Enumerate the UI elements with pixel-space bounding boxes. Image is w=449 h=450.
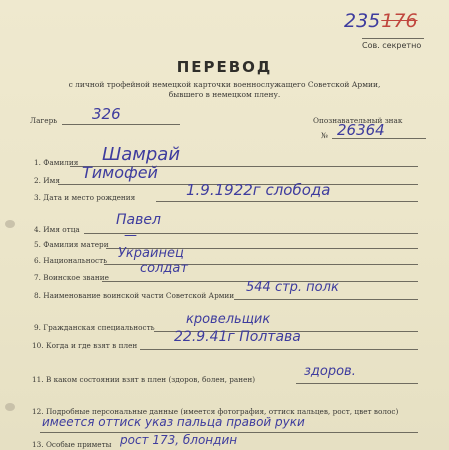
field-8-number: 8.: [34, 291, 41, 300]
camp-label: Лагерь: [30, 116, 58, 125]
field-12-text: Подробные персональные данные (имеется фотография, оттиск пальцев, рост, цвет волос): [45, 407, 399, 416]
field-5-label: [34, 240, 109, 249]
number-underline: [362, 38, 424, 39]
field-7-label: [34, 273, 109, 282]
field-9-number: 9.: [34, 323, 41, 332]
field-3-text: Дата и место рождения: [43, 193, 136, 202]
subtitle-line-1: с личной трофейной немецкой карточки военнослужащего Советской Армии,: [68, 80, 381, 89]
tag-line: [332, 138, 426, 139]
field-12-number: 12.: [32, 407, 44, 416]
nationality-value: Украинец: [118, 246, 184, 261]
field-7-text: Воинское звание: [43, 273, 109, 282]
unit-value: 544 стр. полк: [246, 280, 339, 295]
field-3-label: [34, 193, 135, 202]
field-4-text: Имя отца: [43, 225, 80, 234]
father-name-value: Павел: [116, 212, 161, 228]
field-8-line: [234, 299, 418, 300]
field-13-number: 13.: [32, 440, 44, 449]
field-11-text: В каком состоянии взят в плен (здоров, болен, ранен): [45, 375, 256, 384]
camp-line: [62, 124, 180, 125]
field-8-text: Наименование воинской части Советской Армии: [43, 291, 235, 300]
profession-value: кровельщик: [186, 312, 271, 327]
tag-prefix: №: [321, 131, 328, 140]
field-6-text: Национальность: [43, 256, 108, 265]
tag-label: Опознавательный знак: [313, 116, 403, 125]
field-8-label: [34, 291, 234, 300]
archive-number-handwritten: 235: [344, 10, 381, 32]
field-4-label: [34, 225, 80, 234]
first-name-value: Тимофей: [82, 163, 158, 182]
field-2-number: 2.: [34, 176, 41, 185]
field-7-number: 7.: [34, 273, 41, 282]
field-10-number: 10.: [32, 341, 44, 350]
birth-value: 1.9.1922г слобода: [186, 181, 331, 199]
camp-value: 326: [92, 105, 121, 123]
field-2-label: [34, 176, 60, 185]
field-11-line: [296, 383, 418, 384]
field-10-text: Когда и где взят в плен: [45, 341, 138, 350]
field-5-text: Фамилия матери: [43, 240, 109, 249]
punch-hole: [5, 403, 15, 411]
surname-value: Шамрай: [102, 144, 181, 165]
capture-value: 22.9.41г Полтава: [174, 329, 301, 345]
archive-number-struck: 176: [381, 10, 418, 32]
field-3-line: [156, 201, 418, 202]
field-13-text: Особые приметы: [45, 440, 112, 449]
secrecy-stamp: Сов. секретно: [362, 41, 422, 50]
field-9-text: Гражданская специальность: [43, 323, 155, 332]
field-10-line: [140, 349, 418, 350]
field-1-number: 1.: [34, 158, 41, 167]
mother-name-value: —: [124, 228, 137, 243]
field-6-number: 6.: [34, 256, 41, 265]
field-6-label: [34, 256, 107, 265]
special-marks-value: рост 173, блондин: [120, 433, 238, 447]
page-title: ПЕРЕВОД: [176, 58, 273, 76]
punch-hole: [5, 220, 15, 228]
field-2-text: Имя: [43, 176, 60, 185]
field-10-label: [32, 341, 137, 350]
personal-data-value: имеется оттиск указ пальца правой руки: [42, 415, 305, 429]
field-4-number: 4.: [34, 225, 41, 234]
rank-value: солдат: [140, 261, 188, 276]
field-13-label: [32, 440, 111, 449]
field-11-number: 11.: [32, 375, 44, 384]
tag-value: 26364: [337, 121, 385, 139]
field-11-label: [32, 375, 255, 384]
field-3-number: 3.: [34, 193, 41, 202]
archive-number: [344, 10, 418, 32]
field-9-label: [34, 323, 155, 332]
field-5-number: 5.: [34, 240, 41, 249]
condition-value: здоров.: [304, 364, 356, 379]
field-1-text: Фамилия: [43, 158, 79, 167]
subtitle-line-2: бывшего в немецком плену.: [168, 90, 281, 99]
